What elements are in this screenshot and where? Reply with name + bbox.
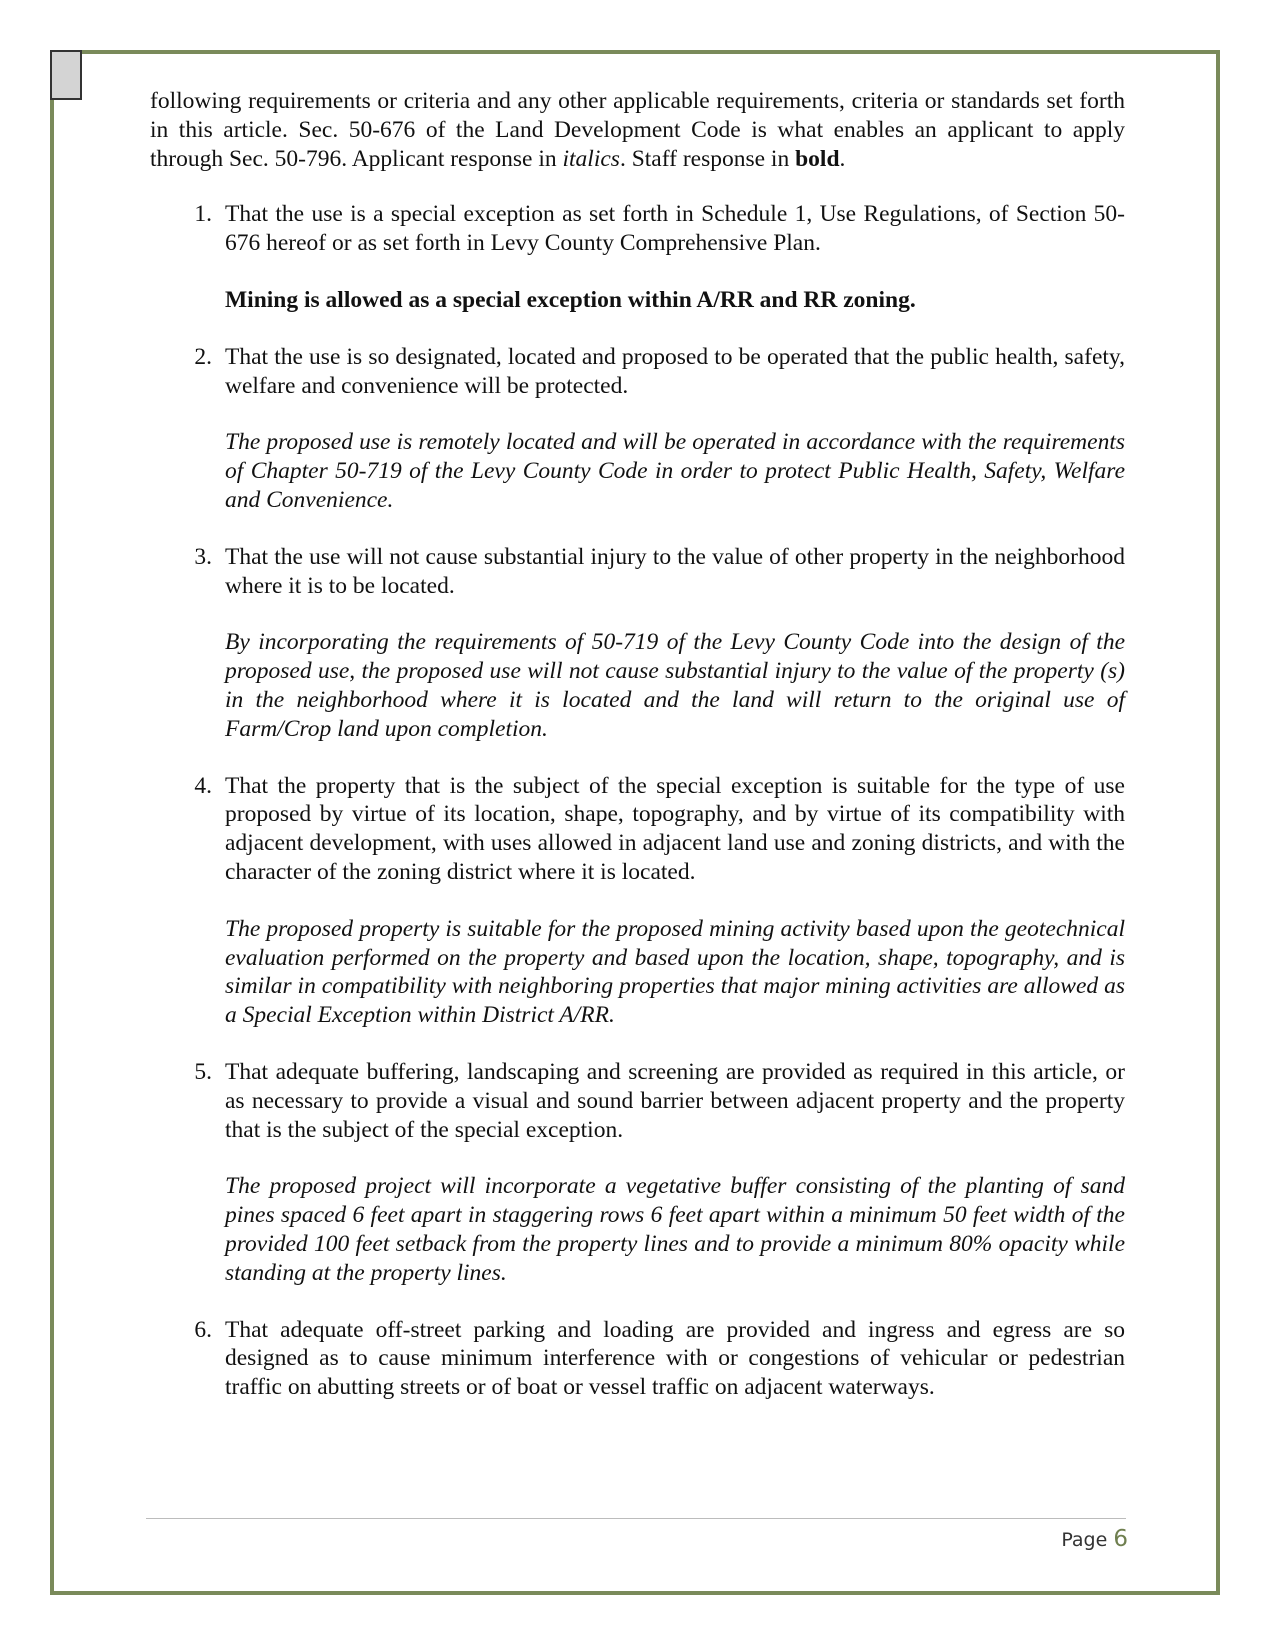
intro-paragraph: [150, 87, 1125, 173]
criteria-item-4: [150, 772, 1125, 1030]
intro-text-mid: . Staff response in: [619, 145, 796, 172]
item-requirement: That adequate off-street parking and loading are provided and ingress and egress are so designed as to cause minimum interference with or congestions of vehicular or pedestrian traffic on abutting streets or of boat or vessel traffic on adjacent waterways.: [225, 1316, 1125, 1401]
intro-italics-word: italics: [562, 145, 620, 172]
item-requirement: That the use is a special exception as set forth in Schedule 1, Use Regulations, of Section 50-676 hereof or as set forth in Levy County Comprehensive Plan.: [225, 201, 1125, 257]
staff-response: Mining is allowed as a special exception within A/RR and RR zoning.: [225, 286, 916, 313]
item-requirement: That the use will not cause substantial injury to the value of other property in the neighborhood where it is to be located.: [225, 543, 1125, 599]
item-requirement: That the property that is the subject of the special exception is suitable for the type of use proposed by virtue of its location, shape, topography, and by virtue of its compatibility with adjacent development, with uses allowed in adjacent land use and zoning districts, and with the character of the zoning district where it is located.: [225, 772, 1125, 885]
document-body: [150, 87, 1125, 1430]
criteria-item-1: [150, 200, 1125, 314]
item-number: 3.: [194, 543, 212, 570]
applicant-response: The proposed use is remotely located and will be operated in accordance with the requirements of Chapter 50-719 of the Levy County Code in order to protect Public Health, Safety, Welfare and Convenience.: [225, 429, 1125, 513]
criteria-item-5: [150, 1058, 1125, 1288]
item-number: 1.: [194, 201, 212, 228]
intro-text-end: .: [839, 145, 846, 172]
item-requirement: That the use is so designated, located and proposed to be operated that the public health, safety, welfare and convenience will be protected.: [225, 343, 1125, 399]
criteria-item-2: [150, 343, 1125, 515]
page-footer: [1061, 1526, 1128, 1552]
page-label: Page: [1061, 1529, 1108, 1551]
item-number: 2.: [194, 343, 212, 370]
applicant-response: The proposed property is suitable for the proposed mining activity based upon the geotechnical evaluation performed on the property and based upon the location, shape, topography, and is similar in compatibility with neighboring properties that major mining activities are allowed as a Special Exception within District A/RR.: [225, 915, 1125, 1029]
corner-tab-box: [50, 50, 82, 100]
page-number: 6: [1113, 1526, 1128, 1552]
item-number: 4.: [194, 772, 212, 799]
intro-bold-word: bold: [795, 145, 840, 172]
footer-divider: [146, 1518, 1126, 1519]
item-number: 5.: [194, 1058, 212, 1085]
item-requirement: That adequate buffering, landscaping and screening are provided as required in this article, or as necessary to provide a visual and sound barrier between adjacent property and the property that is the subject of the special exception.: [225, 1058, 1125, 1143]
item-number: 6.: [194, 1316, 212, 1343]
applicant-response: The proposed project will incorporate a vegetative buffer consisting of the planting of sand pines spaced 6 feet apart in staggering rows 6 feet apart within a minimum 50 feet width of the provided 100 feet setback from the property lines and to provide a minimum 80% opacity while standing at the property lines.: [225, 1173, 1125, 1286]
criteria-item-6: [150, 1316, 1125, 1402]
criteria-item-3: [150, 543, 1125, 744]
intro-text-pre: following requirements or criteria and any other applicable requirements, criteria or standards set forth in this article. Sec. 50-676 of the Land Development Code is what enables an applicant to apply through Sec. 50-796. Applicant response in: [150, 88, 1125, 172]
applicant-response: By incorporating the requirements of 50-719 of the Levy County Code into the design of the proposed use, the proposed use will not cause substantial injury to the value of the property (s) in the neighborhood where it is located and the land will return to the original use of Farm/Crop land upon completion.: [225, 629, 1125, 742]
